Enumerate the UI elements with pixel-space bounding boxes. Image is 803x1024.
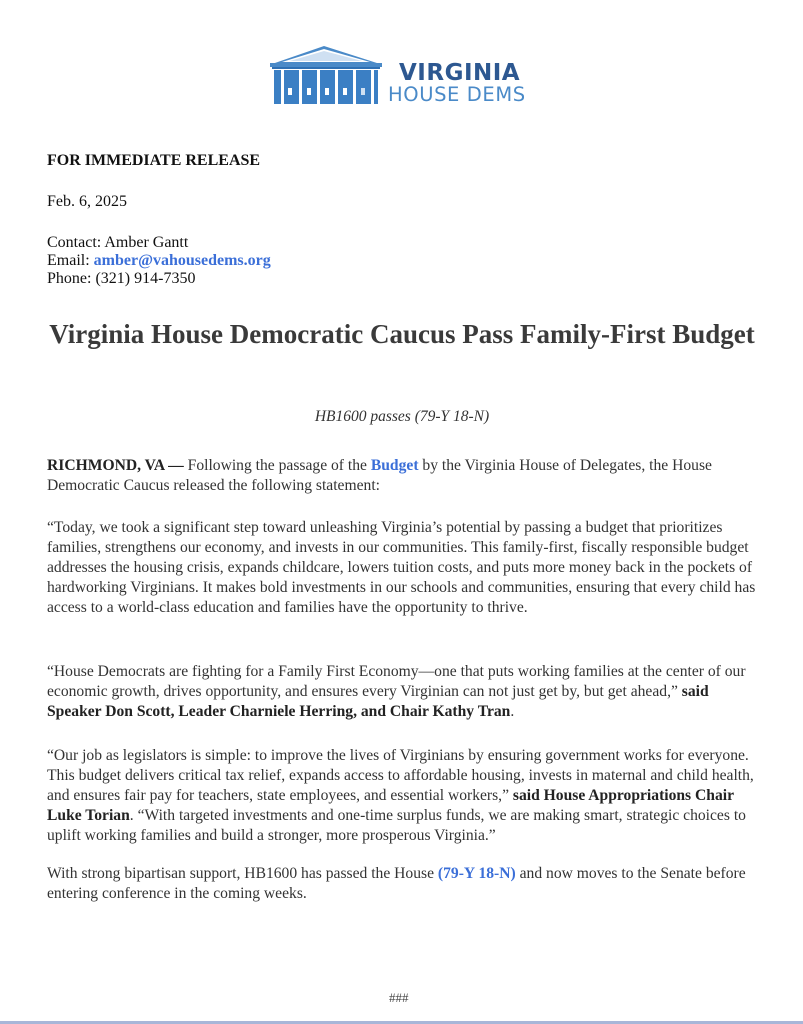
contact-line: [47, 234, 271, 252]
release-label: FOR IMMEDIATE RELEASE: [47, 152, 261, 169]
press-release-subtitle: HB1600 passes (79-Y 18-N): [314, 408, 490, 425]
capitol-building-icon: [268, 44, 388, 104]
paragraph-intro: [47, 456, 765, 496]
logo-text-house-dems: HOUSE DEMS: [388, 83, 526, 106]
paragraph-closing: [47, 864, 765, 904]
closing-text-end: and now moves to the Senate before entering conference in the coming weeks.: [47, 865, 746, 902]
intro-text: Following the passage of the: [183, 457, 371, 474]
quote-attribution: said Speaker Don Scott, Leader Charniele Herring, and Chair Kathy Tran: [47, 683, 709, 720]
email-label: Email:: [47, 252, 90, 269]
quote-text: “House Democrats are fighting for a Family First Economy—one that puts working families at the center of our economic growth, drives opportunity, and ensures every Virginian can not just get by, but get ahead,”: [47, 663, 746, 700]
phone-number: (321) 914-7350: [95, 270, 196, 287]
press-release-title: Virginia House Democratic Caucus Pass Family-First Budget: [49, 319, 755, 349]
paragraph-quote-2: [47, 662, 765, 722]
vote-tally-link[interactable]: (79-Y 18-N): [437, 865, 516, 882]
quote-attribution: said House Appropriations Chair Luke Torian: [47, 787, 734, 824]
contact-label: Contact:: [47, 234, 102, 251]
end-mark-text: ###: [389, 990, 409, 1005]
budget-link[interactable]: Budget: [370, 457, 419, 474]
phone-label: Phone:: [47, 270, 92, 287]
email-link[interactable]: amber@vahousedems.org: [93, 252, 271, 269]
quote-end: .: [510, 703, 515, 720]
contact-name: Amber Gantt: [104, 234, 189, 251]
phone-line: [47, 270, 271, 288]
release-date: Feb. 6, 2025: [47, 193, 127, 210]
contact-block: [47, 234, 271, 288]
email-line: [47, 252, 271, 270]
closing-text: With strong bipartisan support, HB1600 has passed the House: [47, 865, 438, 882]
paragraph-quote-1: “Today, we took a significant step toward unleashing Virginia’s potential by passing a budget that prioritizes families, strengthens our economy, and invests in our communities. This family-first, fiscally responsible budget addresses the housing crisis, expands childcare, lowers tuition costs, and puts more money back in the pockets of hardworking Virginians. It makes bold investments in our schools and communities, ensuring that every child has access to a world-class education and families have the opportunity to thrive.: [47, 519, 756, 616]
virginia-house-dems-logo: [268, 44, 538, 104]
paragraph-quote-3: [47, 746, 765, 846]
logo-text-virginia: VIRGINIA: [399, 60, 521, 86]
intro-text-end: by the Virginia House of Delegates, the House Democratic Caucus released the following statement:: [47, 457, 712, 494]
dateline: RICHMOND, VA —: [47, 457, 184, 474]
quote-text-continued: . “With targeted investments and one-time surplus funds, we are making smart, strategic choices to uplift working families and build a stronger, more prosperous Virginia.”: [47, 807, 746, 844]
quote-text: “Our job as legislators is simple: to improve the lives of Virginians by ensuring government works for everyone. This budget delivers critical tax relief, expands access to affordable housing, invests in maternal and child health, and ensures fair pay for teachers, state employees, and essential workers,”: [47, 747, 754, 804]
